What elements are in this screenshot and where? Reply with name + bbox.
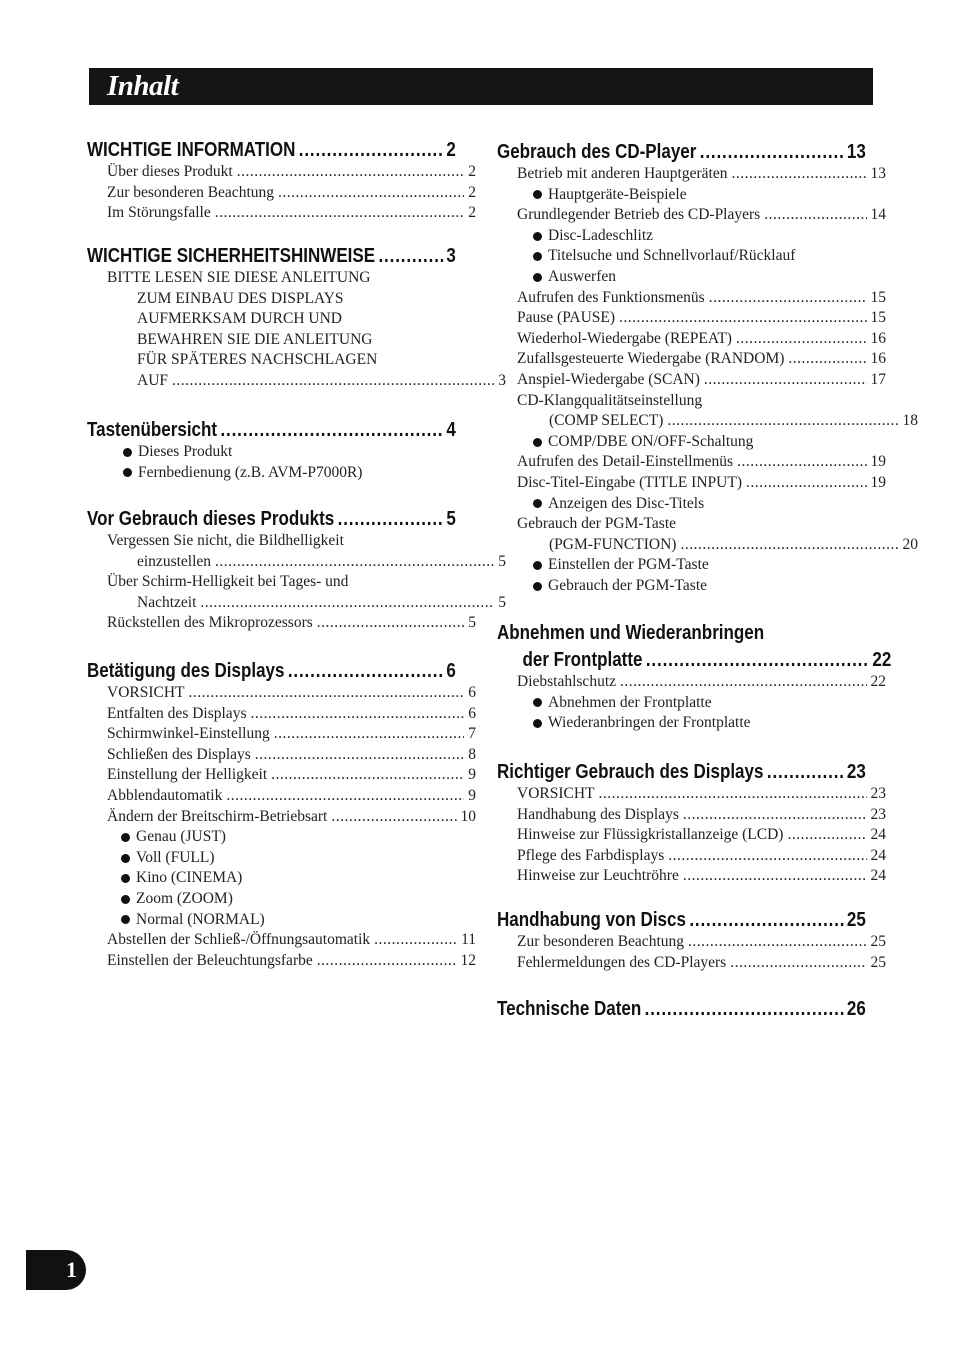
toc-entry[interactable]: Entfalten des Displays ..... 6 — [87, 704, 476, 725]
toc-line: BITTE LESEN SIE DIESE ANLEITUNG — [107, 269, 371, 286]
bullet-icon — [123, 468, 132, 477]
bullet-icon — [533, 190, 542, 199]
toc-entry[interactable]: Im Störungsfalle ..... 2 — [87, 203, 476, 224]
bullet-icon — [533, 719, 542, 728]
toc-line: Vergessen Sie nicht, die Bildhelligkeit — [107, 532, 344, 549]
toc-entry[interactable]: Disc-Titel-Eingabe (TITLE INPUT) ..... 19 — [497, 473, 886, 494]
toc-bullet: Auswerfen — [497, 267, 866, 288]
bullet-icon — [121, 895, 130, 904]
section-heading[interactable]: Gebrauch des CD-Player ..... 13 — [497, 140, 866, 164]
toc-bullet: Zoom (ZOOM) — [87, 889, 456, 910]
toc-bullet: Anzeigen des Disc-Titels — [497, 494, 866, 515]
toc-line: CD-Klangqualitätseinstellung — [517, 391, 703, 409]
toc-entry[interactable]: Zufallsgesteuerte Wiedergabe (RANDOM) ..... 16 — [497, 349, 886, 370]
toc-bullet: Hauptgeräte-Beispiele — [497, 185, 866, 206]
toc-section-sicherheitshinweise — [87, 244, 506, 392]
toc-line: Über Schirm-Helligkeit bei Tages- und — [107, 573, 349, 591]
section-heading[interactable]: WICHTIGE SICHERHEITSHINWEISE ..... 3 — [87, 244, 456, 268]
toc-section-cd-player — [497, 140, 918, 596]
toc-bullet: Kino (CINEMA) — [87, 868, 456, 889]
toc-entry[interactable]: Zur besonderen Beachtung ..... 2 — [87, 183, 476, 204]
toc-section-technische-daten — [497, 997, 866, 1021]
toc-bullet: Titelsuche und Schnellvorlauf/Rücklauf — [497, 246, 866, 267]
toc-section-frontplatte — [497, 621, 892, 734]
toc-entry[interactable]: Aufrufen des Detail-Einstellmenüs ..... 19 — [497, 452, 886, 473]
toc-entry[interactable]: Handhabung des Displays ..... 23 — [497, 805, 886, 826]
section-heading[interactable]: Betätigung des Displays ..... 6 — [87, 659, 456, 683]
toc-entry[interactable]: Nachtzeit ..... 5 — [87, 593, 506, 614]
toc-entry[interactable]: Abblendautomatik ..... 9 — [87, 786, 476, 807]
toc-entry[interactable]: Zur besonderen Beachtung ..... 25 — [497, 932, 886, 953]
toc-section-tastenuebersicht — [87, 418, 456, 483]
toc-entry[interactable]: VORSICHT ..... 6 — [87, 683, 476, 704]
toc-entry[interactable]: Grundlegender Betrieb des CD-Players ..... 14 — [497, 205, 886, 226]
toc-section-betaetigung — [87, 659, 476, 971]
toc-entry[interactable]: Abstellen der Schließ-/Öffnungsautomatik ..... 11 — [87, 930, 476, 951]
toc-bullet: Gebrauch der PGM-Taste — [497, 576, 866, 597]
section-heading[interactable]: Richtiger Gebrauch des Displays ..... 23 — [497, 760, 866, 784]
toc-entry[interactable]: Rückstellen des Mikroprozessors ..... 5 — [87, 613, 476, 634]
toc-bullet: Normal (NORMAL) — [87, 910, 456, 931]
toc-line: BEWAHREN SIE DIE ANLEITUNG — [137, 330, 373, 348]
toc-bullet: COMP/DBE ON/OFF-Schaltung — [497, 432, 866, 453]
section-heading[interactable]: Vor Gebrauch dieses Produkts ..... 5 — [87, 507, 456, 531]
toc-bullet: Voll (FULL) — [87, 848, 456, 869]
bullet-icon — [121, 915, 130, 924]
bullet-icon — [533, 252, 542, 261]
toc-bullet: Wiederanbringen der Frontplatte — [497, 713, 866, 734]
toc-entry[interactable]: einzustellen ..... 5 — [87, 552, 506, 573]
section-heading-continued[interactable]: der Frontplatte ..... 22 — [497, 648, 891, 672]
toc-section-discs — [497, 908, 886, 973]
toc-entry[interactable]: Einstellen der Beleuchtungsfarbe ..... 12 — [87, 951, 476, 972]
toc-line: ZUM EINBAU DES DISPLAYS — [137, 289, 344, 307]
toc-line: AUFMERKSAM DURCH UND — [137, 310, 342, 328]
bullet-icon — [533, 582, 542, 591]
section-heading[interactable]: Tastenübersicht ..... 4 — [87, 418, 456, 442]
toc-bullet: Abnehmen der Frontplatte — [497, 693, 866, 714]
section-heading[interactable]: Handhabung von Discs ..... 25 — [497, 908, 866, 932]
bullet-icon — [121, 854, 130, 863]
toc-entry[interactable]: Pflege des Farbdisplays ..... 24 — [497, 846, 886, 867]
toc-entry[interactable]: VORSICHT ..... 23 — [497, 784, 886, 805]
toc-entry[interactable]: Über dieses Produkt ..... 2 — [87, 162, 476, 183]
title-bar — [89, 68, 873, 105]
toc-entry[interactable]: Fehlermeldungen des CD-Players ..... 25 — [497, 953, 886, 974]
toc-section-wichtige-information — [87, 138, 476, 224]
bullet-icon — [533, 232, 542, 241]
toc-entry[interactable]: (COMP SELECT) ..... 18 — [497, 411, 918, 432]
toc-section-richtiger-gebrauch — [497, 760, 886, 887]
toc-bullet: Fernbedienung (z.B. AVM-P7000R) — [87, 463, 456, 484]
toc-bullet: Disc-Ladeschlitz — [497, 226, 866, 247]
page-number: 1 — [66, 1257, 77, 1282]
bullet-icon — [533, 499, 542, 508]
bullet-icon — [533, 561, 542, 570]
bullet-icon — [123, 448, 132, 457]
toc-line: Gebrauch der PGM-Taste — [517, 515, 677, 533]
page-number-tab — [26, 1250, 86, 1290]
toc-entry[interactable]: Wiederhol-Wiedergabe (REPEAT) ..... 16 — [497, 329, 886, 350]
toc-bullet: Dieses Produkt — [87, 442, 456, 463]
bullet-icon — [121, 833, 130, 842]
toc-entry[interactable]: Einstellung der Helligkeit ..... 9 — [87, 765, 476, 786]
toc-section-vor-gebrauch — [87, 507, 506, 634]
section-heading[interactable]: WICHTIGE INFORMATION ..... 2 — [87, 138, 456, 162]
section-heading[interactable]: Technische Daten ..... 26 — [497, 997, 866, 1021]
toc-line: FÜR SPÄTERES NACHSCHLAGEN — [137, 351, 378, 369]
bullet-icon — [533, 273, 542, 282]
toc-bullet: Genau (JUST) — [87, 827, 456, 848]
toc-entry[interactable]: (PGM-FUNCTION) ..... 20 — [497, 535, 918, 556]
toc-entry[interactable]: Diebstahlschutz ..... 22 — [497, 672, 886, 693]
bullet-icon — [533, 438, 542, 447]
toc-bullet: Einstellen der PGM-Taste — [497, 555, 866, 576]
toc-entry[interactable]: Schließen des Displays ..... 8 — [87, 745, 476, 766]
bullet-icon — [121, 874, 130, 883]
toc-entry[interactable]: Schirmwinkel-Einstellung ..... 7 — [87, 724, 476, 745]
toc-entry[interactable]: Pause (PAUSE) ..... 15 — [497, 308, 886, 329]
bullet-icon — [533, 698, 542, 707]
toc-entry[interactable]: Anspiel-Wiedergabe (SCAN) ..... 17 — [497, 370, 886, 391]
toc-entry[interactable]: Hinweise zur Flüssigkristallanzeige (LCD) ..... 24 — [497, 825, 886, 846]
toc-entry[interactable]: Hinweise zur Leuchtröhre ..... 24 — [497, 866, 886, 887]
toc-entry[interactable]: Betrieb mit anderen Hauptgeräten ..... 13 — [497, 164, 886, 185]
toc-entry[interactable]: Ändern der Breitschirm-Betriebsart ..... 10 — [87, 807, 476, 828]
page-title: Inhalt — [107, 70, 179, 102]
toc-entry[interactable]: Aufrufen des Funktionsmenüs ..... 15 — [497, 288, 886, 309]
section-heading[interactable]: Abnehmen und Wiederanbringen — [497, 622, 765, 644]
toc-entry[interactable]: AUF ..... 3 — [87, 371, 506, 392]
